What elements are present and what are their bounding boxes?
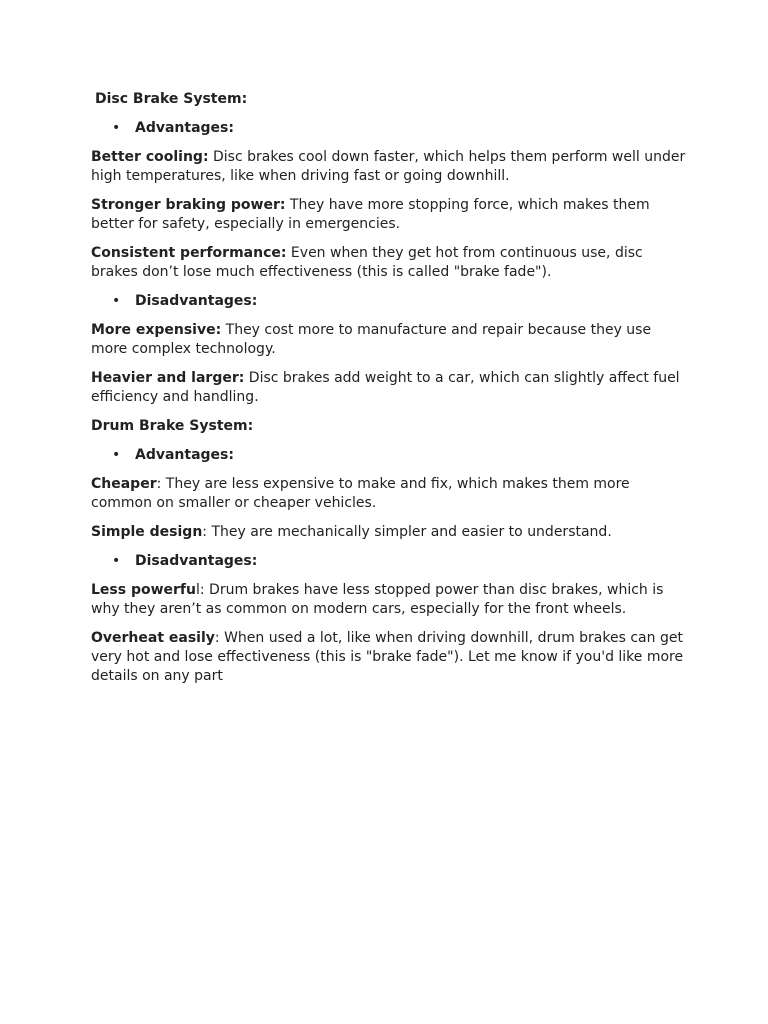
term: Consistent performance: bbox=[91, 245, 287, 261]
description: Disc brakes cool down faster, which helps them perform well under high temperatures, like when driving fast or going downhill. bbox=[91, 149, 686, 184]
bullet-icon: • bbox=[112, 120, 121, 136]
description: : They are mechanically simpler and easier to understand. bbox=[202, 524, 612, 540]
description: Even when they get hot from continuous use, disc brakes don’t lose much effectiveness (this is called "brake fade"). bbox=[91, 245, 643, 280]
description: : They are less expensive to make and fix, which makes them more common on smaller or cheaper vehicles. bbox=[91, 476, 630, 511]
description: Disc brakes add weight to a car, which can slightly affect fuel efficiency and handling. bbox=[91, 370, 680, 405]
bullet-label: Advantages: bbox=[135, 447, 234, 463]
bullet-label: Disadvantages: bbox=[135, 293, 258, 309]
paragraph-less-powerful bbox=[91, 581, 691, 619]
bullet-icon: • bbox=[112, 293, 121, 309]
paragraph-consistent-performance bbox=[91, 244, 691, 282]
term: Heavier and larger: bbox=[91, 370, 245, 386]
description: l: Drum brakes have less stopped power than disc brakes, which is why they aren’t as common on modern cars, especially for the front wheels. bbox=[91, 582, 664, 617]
paragraph-stronger-braking bbox=[91, 196, 691, 234]
drum-brake-heading: Drum Brake System: bbox=[91, 418, 254, 434]
description: : When used a lot, like when driving downhill, drum brakes can get very hot and lose effectiveness (this is "brake fade"). Let me know if you'd like more details on any part bbox=[91, 630, 684, 684]
paragraph-cheaper bbox=[91, 475, 691, 513]
description: They cost more to manufacture and repair because they use more complex technology. bbox=[91, 322, 652, 357]
description: They have more stopping force, which makes them better for safety, especially in emergencies. bbox=[91, 197, 650, 232]
drum-disadvantages-heading bbox=[91, 552, 691, 571]
bullet-label: Advantages: bbox=[135, 120, 234, 136]
paragraph-heavier-larger bbox=[91, 369, 691, 407]
bullet-icon: • bbox=[112, 447, 121, 463]
term: Simple design bbox=[91, 524, 203, 540]
paragraph-overheat-easily bbox=[91, 629, 691, 686]
bullet-label: Disadvantages: bbox=[135, 553, 258, 569]
term: More expensive: bbox=[91, 322, 222, 338]
term: Less powerfu bbox=[91, 582, 196, 598]
term: Better cooling: bbox=[91, 149, 209, 165]
term: Overheat easily bbox=[91, 630, 215, 646]
term: Stronger braking power: bbox=[91, 197, 286, 213]
disc-brake-heading: Disc Brake System: bbox=[95, 91, 248, 107]
paragraph-better-cooling bbox=[91, 148, 691, 186]
drum-advantages-heading bbox=[91, 446, 691, 465]
disc-advantages-heading bbox=[91, 119, 691, 138]
paragraph-more-expensive bbox=[91, 321, 691, 359]
document-body bbox=[91, 90, 691, 696]
paragraph-simple-design bbox=[91, 523, 691, 542]
disc-disadvantages-heading bbox=[91, 292, 691, 311]
bullet-icon: • bbox=[112, 553, 121, 569]
term: Cheaper bbox=[91, 476, 157, 492]
